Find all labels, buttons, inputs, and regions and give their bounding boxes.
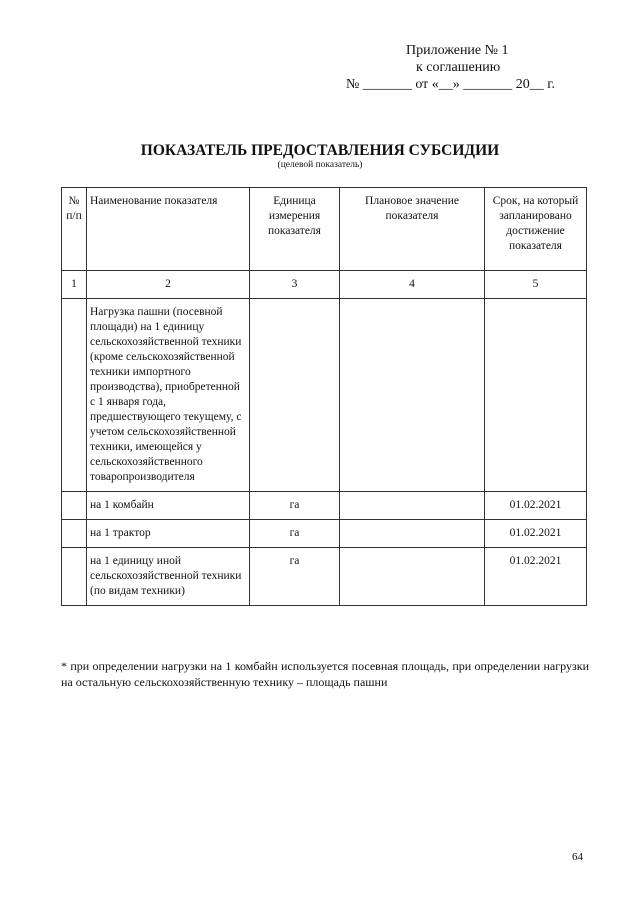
column-number: 1: [62, 271, 87, 299]
annex-title: Приложение № 1: [406, 43, 509, 58]
indicator-name-cell: на 1 комбайн: [87, 492, 250, 520]
header-cell: Наименование показателя: [87, 188, 250, 271]
column-number: 4: [340, 271, 485, 299]
plan-value-cell: [340, 548, 485, 606]
table-header-row: [62, 188, 587, 271]
footnote: * при определении нагрузки на 1 комбайн используется посевная площадь, при определении нагрузки на остальную сельскохозяйственную технику – площадь пашни: [61, 659, 589, 689]
indicator-name-cell: на 1 трактор: [87, 520, 250, 548]
annex-subtitle: к соглашению: [416, 60, 501, 75]
row-number-cell: [62, 299, 87, 492]
unit-cell: [250, 299, 340, 492]
term-cell: [485, 299, 587, 492]
column-number: 3: [250, 271, 340, 299]
term-cell: 01.02.2021: [485, 492, 587, 520]
unit-cell: га: [250, 492, 340, 520]
indicator-name-cell: на 1 единицу иной сельскохозяйственной техники (по видам техники): [87, 548, 250, 606]
table-row: [62, 520, 587, 548]
unit-cell: га: [250, 548, 340, 606]
term-cell: 01.02.2021: [485, 520, 587, 548]
row-number-cell: [62, 492, 87, 520]
plan-value-cell: [340, 520, 485, 548]
header-cell: № п/п: [62, 188, 87, 271]
row-number-cell: [62, 548, 87, 606]
header-cell: Единица измерения показателя: [250, 188, 340, 271]
indicator-table: [61, 187, 587, 606]
unit-cell: га: [250, 520, 340, 548]
table-row: [62, 548, 587, 606]
table-row: [62, 299, 587, 492]
document-title: ПОКАЗАТЕЛЬ ПРЕДОСТАВЛЕНИЯ СУБСИДИИ: [140, 142, 500, 159]
annex-header: [330, 42, 610, 93]
annex-agreement-number: № _______ от «__» _______ 20__ г.: [346, 77, 555, 92]
row-number-cell: [62, 520, 87, 548]
table-row: [62, 492, 587, 520]
column-number: 2: [87, 271, 250, 299]
term-cell: 01.02.2021: [485, 548, 587, 606]
plan-value-cell: [340, 492, 485, 520]
column-number: 5: [485, 271, 587, 299]
header-cell: Срок, на который запланировано достижение показателя: [485, 188, 587, 271]
document-subtitle: (целевой показатель): [277, 160, 363, 170]
column-number-row: [62, 271, 587, 299]
page-number: 64: [572, 851, 583, 863]
header-cell: Плановое значение показателя: [340, 188, 485, 271]
indicator-name-cell: Нагрузка пашни (посевной площади) на 1 единицу сельскохозяйственной техники (кроме сельскохозяйственной техники импортного производства), приобретенной с 1 января года, предшествующего текущему, с учетом сельскохозяйственной техники, имеющейся у сельскохозяйственного товаропроизводителя: [87, 299, 250, 492]
plan-value-cell: [340, 299, 485, 492]
